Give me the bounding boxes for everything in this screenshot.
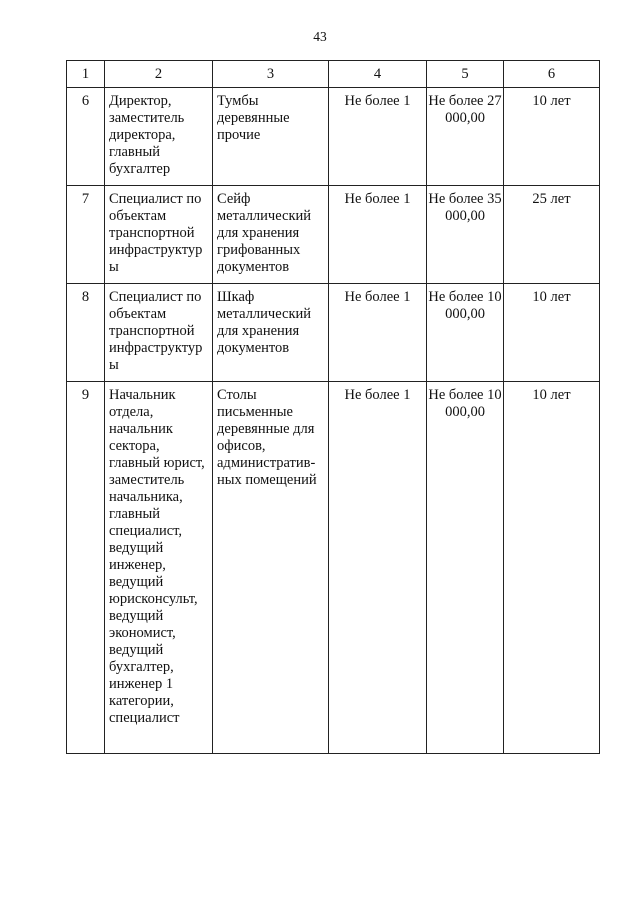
term-cell: 25 лет [504, 186, 600, 284]
procurement-norms-table [66, 60, 600, 754]
item-cell: Шкаф металлический для хранения документов [213, 284, 329, 382]
table-row [67, 186, 600, 284]
quantity-cell: Не более 1 [329, 186, 427, 284]
position-cell: Начальник отдела, начальник сектора, главный юрист, заместитель начальника, главный специалист, ведущий инженер, ведущий юрисконсульт, ведущий экономист, ведущий бухгалтер, инженер 1 категории, специалист [105, 382, 213, 754]
table-row [67, 382, 600, 754]
item-cell: Столы письменные деревянные для офисов, административ-ных помещений [213, 382, 329, 754]
table-header-row [67, 61, 600, 88]
row-number: 8 [67, 284, 105, 382]
quantity-cell: Не более 1 [329, 284, 427, 382]
quantity-cell: Не более 1 [329, 88, 427, 186]
price-cell: Не более 10 000,00 [427, 382, 504, 754]
price-cell: Не более 27 000,00 [427, 88, 504, 186]
position-cell: Специалист по объектам транспортной инфраструктур ы [105, 186, 213, 284]
row-number: 7 [67, 186, 105, 284]
position-cell: Специалист по объектам транспортной инфраструктур ы [105, 284, 213, 382]
page-number: 43 [313, 29, 327, 44]
term-cell: 10 лет [504, 88, 600, 186]
position-cell: Директор, заместитель директора, главный бухгалтер [105, 88, 213, 186]
column-header: 6 [504, 61, 600, 88]
term-cell: 10 лет [504, 284, 600, 382]
price-cell: Не более 35 000,00 [427, 186, 504, 284]
term-cell: 10 лет [504, 382, 600, 754]
column-header: 1 [67, 61, 105, 88]
column-header: 3 [213, 61, 329, 88]
row-number: 9 [67, 382, 105, 754]
column-header: 2 [105, 61, 213, 88]
column-header: 4 [329, 61, 427, 88]
price-cell: Не более 10 000,00 [427, 284, 504, 382]
row-number: 6 [67, 88, 105, 186]
table-row [67, 284, 600, 382]
item-cell: Тумбы деревянные прочие [213, 88, 329, 186]
table-row [67, 88, 600, 186]
item-cell: Сейф металлический для хранения грифованных документов [213, 186, 329, 284]
column-header: 5 [427, 61, 504, 88]
quantity-cell: Не более 1 [329, 382, 427, 754]
